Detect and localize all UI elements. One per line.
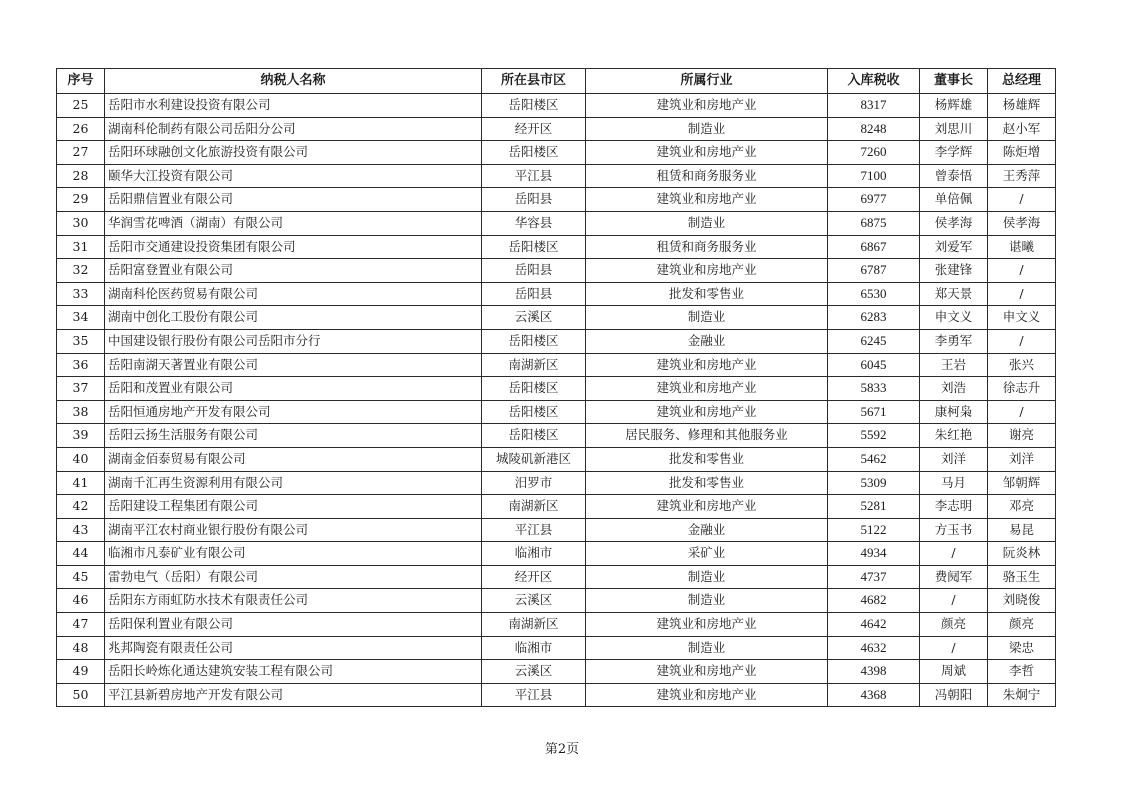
cell-seq: 27 <box>57 141 105 165</box>
header-chairman: 董事长 <box>920 69 988 94</box>
cell-general-manager: / <box>988 400 1056 424</box>
header-tax: 入库税收 <box>828 69 920 94</box>
cell-taxpayer-name: 平江县新碧房地产开发有限公司 <box>105 683 482 707</box>
cell-general-manager: 邹朝辉 <box>988 471 1056 495</box>
cell-general-manager: / <box>988 188 1056 212</box>
cell-taxpayer-name: 临湘市凡泰矿业有限公司 <box>105 542 482 566</box>
cell-chairman: / <box>920 636 988 660</box>
table-row <box>57 542 1056 566</box>
cell-chairman: 颜亮 <box>920 613 988 637</box>
cell-taxpayer-name: 岳阳富登置业有限公司 <box>105 259 482 283</box>
cell-chairman: 杨辉雄 <box>920 94 988 118</box>
cell-tax: 4642 <box>828 613 920 637</box>
cell-seq: 36 <box>57 353 105 377</box>
cell-county: 南湖新区 <box>482 613 586 637</box>
cell-county: 南湖新区 <box>482 353 586 377</box>
header-name: 纳税人名称 <box>105 69 482 94</box>
table-body <box>57 94 1056 707</box>
cell-taxpayer-name: 岳阳市交通建设投资集团有限公司 <box>105 235 482 259</box>
cell-general-manager: 王秀萍 <box>988 164 1056 188</box>
table-row <box>57 565 1056 589</box>
cell-general-manager: / <box>988 329 1056 353</box>
cell-chairman: 李志明 <box>920 495 988 519</box>
table-row <box>57 306 1056 330</box>
cell-seq: 49 <box>57 660 105 684</box>
cell-seq: 31 <box>57 235 105 259</box>
cell-county: 岳阳楼区 <box>482 141 586 165</box>
table-row <box>57 117 1056 141</box>
cell-tax: 4934 <box>828 542 920 566</box>
cell-county: 岳阳楼区 <box>482 377 586 401</box>
cell-chairman: 张建锋 <box>920 259 988 283</box>
cell-general-manager: 李哲 <box>988 660 1056 684</box>
cell-county: 平江县 <box>482 518 586 542</box>
cell-chairman: 刘爱军 <box>920 235 988 259</box>
table-row <box>57 613 1056 637</box>
cell-tax: 8317 <box>828 94 920 118</box>
cell-chairman: 郑天景 <box>920 282 988 306</box>
cell-county: 岳阳楼区 <box>482 400 586 424</box>
cell-tax: 5833 <box>828 377 920 401</box>
cell-taxpayer-name: 湖南科伦制药有限公司岳阳分公司 <box>105 117 482 141</box>
table-row <box>57 353 1056 377</box>
cell-industry: 采矿业 <box>586 542 828 566</box>
table-row <box>57 94 1056 118</box>
cell-industry: 建筑业和房地产业 <box>586 495 828 519</box>
cell-tax: 7100 <box>828 164 920 188</box>
cell-chairman: 申文义 <box>920 306 988 330</box>
cell-tax: 6245 <box>828 329 920 353</box>
cell-industry: 建筑业和房地产业 <box>586 377 828 401</box>
cell-seq: 41 <box>57 471 105 495</box>
cell-industry: 制造业 <box>586 306 828 330</box>
cell-industry: 批发和零售业 <box>586 471 828 495</box>
cell-seq: 48 <box>57 636 105 660</box>
cell-chairman: 侯孝海 <box>920 211 988 235</box>
cell-general-manager: 骆玉生 <box>988 565 1056 589</box>
cell-industry: 制造业 <box>586 565 828 589</box>
table-row <box>57 141 1056 165</box>
cell-general-manager: 侯孝海 <box>988 211 1056 235</box>
cell-seq: 30 <box>57 211 105 235</box>
cell-taxpayer-name: 岳阳南湖天著置业有限公司 <box>105 353 482 377</box>
cell-seq: 45 <box>57 565 105 589</box>
cell-tax: 5122 <box>828 518 920 542</box>
cell-county: 岳阳楼区 <box>482 329 586 353</box>
table-row <box>57 164 1056 188</box>
cell-industry: 批发和零售业 <box>586 447 828 471</box>
table-row <box>57 377 1056 401</box>
table-row <box>57 683 1056 707</box>
cell-tax: 4682 <box>828 589 920 613</box>
table-row <box>57 589 1056 613</box>
cell-chairman: 马月 <box>920 471 988 495</box>
cell-taxpayer-name: 华润雪花啤酒（湖南）有限公司 <box>105 211 482 235</box>
table-row <box>57 636 1056 660</box>
cell-chairman: 王岩 <box>920 353 988 377</box>
cell-general-manager: 谌曦 <box>988 235 1056 259</box>
cell-taxpayer-name: 岳阳鼎信置业有限公司 <box>105 188 482 212</box>
cell-taxpayer-name: 中国建设银行股份有限公司岳阳市分行 <box>105 329 482 353</box>
table-row <box>57 495 1056 519</box>
cell-industry: 建筑业和房地产业 <box>586 660 828 684</box>
cell-industry: 制造业 <box>586 589 828 613</box>
cell-industry: 租赁和商务服务业 <box>586 235 828 259</box>
cell-county: 岳阳楼区 <box>482 94 586 118</box>
cell-tax: 5671 <box>828 400 920 424</box>
header-gm: 总经理 <box>988 69 1056 94</box>
cell-chairman: 周斌 <box>920 660 988 684</box>
cell-taxpayer-name: 岳阳恒通房地产开发有限公司 <box>105 400 482 424</box>
cell-industry: 建筑业和房地产业 <box>586 613 828 637</box>
cell-taxpayer-name: 岳阳建设工程集团有限公司 <box>105 495 482 519</box>
cell-general-manager: 张兴 <box>988 353 1056 377</box>
cell-general-manager: 刘洋 <box>988 447 1056 471</box>
cell-county: 岳阳县 <box>482 259 586 283</box>
cell-industry: 建筑业和房地产业 <box>586 683 828 707</box>
cell-taxpayer-name: 湖南千汇再生资源利用有限公司 <box>105 471 482 495</box>
cell-county: 云溪区 <box>482 660 586 684</box>
cell-county: 城陵矶新港区 <box>482 447 586 471</box>
cell-taxpayer-name: 湖南金佰泰贸易有限公司 <box>105 447 482 471</box>
cell-seq: 46 <box>57 589 105 613</box>
cell-taxpayer-name: 岳阳环球融创文化旅游投资有限公司 <box>105 141 482 165</box>
cell-chairman: 单倍佩 <box>920 188 988 212</box>
cell-tax: 6977 <box>828 188 920 212</box>
table-row <box>57 282 1056 306</box>
cell-general-manager: 邓亮 <box>988 495 1056 519</box>
cell-county: 华容县 <box>482 211 586 235</box>
cell-chairman: 刘洋 <box>920 447 988 471</box>
cell-county: 岳阳县 <box>482 188 586 212</box>
cell-industry: 金融业 <box>586 329 828 353</box>
cell-chairman: 刘浩 <box>920 377 988 401</box>
cell-chairman: / <box>920 589 988 613</box>
header-county: 所在县市区 <box>482 69 586 94</box>
cell-taxpayer-name: 岳阳和茂置业有限公司 <box>105 377 482 401</box>
cell-industry: 批发和零售业 <box>586 282 828 306</box>
cell-chairman: 费阋军 <box>920 565 988 589</box>
cell-chairman: 李学辉 <box>920 141 988 165</box>
table-row <box>57 424 1056 448</box>
cell-taxpayer-name: 岳阳云扬生活服务有限公司 <box>105 424 482 448</box>
cell-county: 经开区 <box>482 565 586 589</box>
cell-chairman: 康柯枭 <box>920 400 988 424</box>
cell-industry: 建筑业和房地产业 <box>586 188 828 212</box>
cell-seq: 33 <box>57 282 105 306</box>
cell-seq: 50 <box>57 683 105 707</box>
cell-chairman: 冯朝阳 <box>920 683 988 707</box>
cell-county: 经开区 <box>482 117 586 141</box>
cell-seq: 25 <box>57 94 105 118</box>
cell-county: 岳阳楼区 <box>482 424 586 448</box>
cell-tax: 4398 <box>828 660 920 684</box>
cell-industry: 金融业 <box>586 518 828 542</box>
cell-seq: 32 <box>57 259 105 283</box>
cell-tax: 5309 <box>828 471 920 495</box>
cell-general-manager: 朱炯宁 <box>988 683 1056 707</box>
cell-industry: 建筑业和房地产业 <box>586 353 828 377</box>
cell-general-manager: 申文义 <box>988 306 1056 330</box>
header-industry: 所属行业 <box>586 69 828 94</box>
cell-industry: 建筑业和房地产业 <box>586 141 828 165</box>
cell-tax: 5281 <box>828 495 920 519</box>
cell-taxpayer-name: 岳阳东方雨虹防水技术有限责任公司 <box>105 589 482 613</box>
cell-taxpayer-name: 岳阳市水利建设投资有限公司 <box>105 94 482 118</box>
cell-taxpayer-name: 颐华大江投资有限公司 <box>105 164 482 188</box>
cell-taxpayer-name: 兆邦陶瓷有限责任公司 <box>105 636 482 660</box>
cell-seq: 39 <box>57 424 105 448</box>
table-row <box>57 447 1056 471</box>
table-row <box>57 211 1056 235</box>
header-seq: 序号 <box>57 69 105 94</box>
cell-tax: 6787 <box>828 259 920 283</box>
cell-taxpayer-name: 岳阳保利置业有限公司 <box>105 613 482 637</box>
cell-industry: 建筑业和房地产业 <box>586 259 828 283</box>
cell-tax: 4368 <box>828 683 920 707</box>
table-row <box>57 188 1056 212</box>
cell-taxpayer-name: 雷勃电气（岳阳）有限公司 <box>105 565 482 589</box>
cell-county: 汨罗市 <box>482 471 586 495</box>
table-row <box>57 235 1056 259</box>
table-row <box>57 400 1056 424</box>
cell-seq: 29 <box>57 188 105 212</box>
cell-tax: 6867 <box>828 235 920 259</box>
cell-general-manager: / <box>988 282 1056 306</box>
cell-general-manager: 徐志升 <box>988 377 1056 401</box>
cell-seq: 26 <box>57 117 105 141</box>
cell-chairman: 曾泰悟 <box>920 164 988 188</box>
cell-county: 平江县 <box>482 683 586 707</box>
cell-tax: 6875 <box>828 211 920 235</box>
cell-county: 岳阳楼区 <box>482 235 586 259</box>
cell-general-manager: 陈炬增 <box>988 141 1056 165</box>
table-row <box>57 329 1056 353</box>
cell-seq: 34 <box>57 306 105 330</box>
cell-general-manager: / <box>988 259 1056 283</box>
cell-general-manager: 杨雄辉 <box>988 94 1056 118</box>
cell-seq: 35 <box>57 329 105 353</box>
cell-county: 临湘市 <box>482 636 586 660</box>
table-row <box>57 259 1056 283</box>
cell-taxpayer-name: 岳阳长岭炼化通达建筑安装工程有限公司 <box>105 660 482 684</box>
taxpayer-table <box>56 68 1056 707</box>
cell-industry: 制造业 <box>586 636 828 660</box>
cell-tax: 4737 <box>828 565 920 589</box>
cell-chairman: 刘思川 <box>920 117 988 141</box>
cell-seq: 43 <box>57 518 105 542</box>
cell-chairman: 方玉书 <box>920 518 988 542</box>
cell-general-manager: 谢亮 <box>988 424 1056 448</box>
cell-seq: 47 <box>57 613 105 637</box>
cell-general-manager: 易昆 <box>988 518 1056 542</box>
cell-chairman: 朱红艳 <box>920 424 988 448</box>
cell-industry: 制造业 <box>586 117 828 141</box>
taxpayer-table-container <box>56 68 1055 707</box>
cell-industry: 制造业 <box>586 211 828 235</box>
cell-general-manager: 刘晓俊 <box>988 589 1056 613</box>
cell-seq: 42 <box>57 495 105 519</box>
table-row <box>57 660 1056 684</box>
cell-tax: 7260 <box>828 141 920 165</box>
cell-county: 云溪区 <box>482 306 586 330</box>
cell-general-manager: 颜亮 <box>988 613 1056 637</box>
cell-chairman: / <box>920 542 988 566</box>
table-header-row <box>57 69 1056 94</box>
cell-industry: 居民服务、修理和其他服务业 <box>586 424 828 448</box>
cell-seq: 40 <box>57 447 105 471</box>
cell-general-manager: 阮炎林 <box>988 542 1056 566</box>
page-number: 第2页 <box>544 742 580 757</box>
cell-industry: 建筑业和房地产业 <box>586 94 828 118</box>
cell-tax: 6045 <box>828 353 920 377</box>
cell-county: 平江县 <box>482 164 586 188</box>
cell-seq: 38 <box>57 400 105 424</box>
cell-county: 南湖新区 <box>482 495 586 519</box>
cell-industry: 建筑业和房地产业 <box>586 400 828 424</box>
cell-tax: 6530 <box>828 282 920 306</box>
cell-taxpayer-name: 湖南科伦医药贸易有限公司 <box>105 282 482 306</box>
cell-tax: 5462 <box>828 447 920 471</box>
cell-county: 云溪区 <box>482 589 586 613</box>
cell-chairman: 李勇军 <box>920 329 988 353</box>
cell-seq: 44 <box>57 542 105 566</box>
table-row <box>57 518 1056 542</box>
cell-general-manager: 赵小军 <box>988 117 1056 141</box>
cell-industry: 租赁和商务服务业 <box>586 164 828 188</box>
cell-tax: 5592 <box>828 424 920 448</box>
cell-county: 岳阳县 <box>482 282 586 306</box>
cell-taxpayer-name: 湖南平江农村商业银行股份有限公司 <box>105 518 482 542</box>
cell-tax: 8248 <box>828 117 920 141</box>
cell-tax: 6283 <box>828 306 920 330</box>
cell-taxpayer-name: 湖南中创化工股份有限公司 <box>105 306 482 330</box>
cell-seq: 37 <box>57 377 105 401</box>
cell-seq: 28 <box>57 164 105 188</box>
cell-general-manager: 梁忠 <box>988 636 1056 660</box>
cell-county: 临湘市 <box>482 542 586 566</box>
cell-tax: 4632 <box>828 636 920 660</box>
table-row <box>57 471 1056 495</box>
